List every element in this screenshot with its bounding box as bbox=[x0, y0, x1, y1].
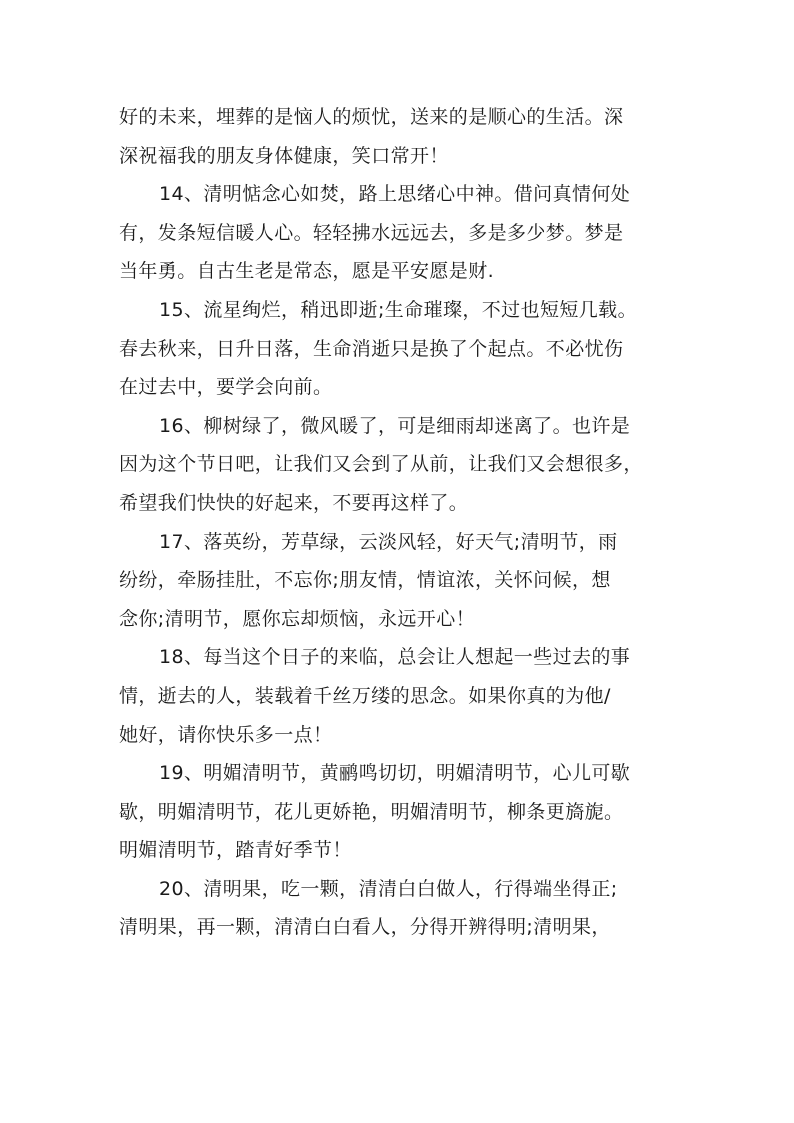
text-line: 14、清明惦念心如焚，路上思绪心中神。借问真情何处 bbox=[159, 183, 631, 206]
text-line: 清明果，再一颗，清清白白看人，分得开辨得明;清明果， bbox=[119, 916, 611, 939]
text-line: 念你;清明节，愿你忘却烦恼，永远开心！ bbox=[119, 607, 476, 630]
text-line: 19、明媚清明节，黄鹂鸣切切，明媚清明节，心儿可歇 bbox=[159, 762, 631, 785]
text-line: 20、清明果，吃一颗，清清白白做人，行得端坐得正; bbox=[159, 877, 618, 900]
text-line: 深祝福我的朋友身体健康，笑口常开！ bbox=[119, 144, 449, 167]
text-line: 她好，请你快乐多一点！ bbox=[119, 723, 333, 746]
document-body bbox=[119, 98, 681, 947]
text-line: 15、流星绚烂，稍迅即逝;生命璀璨，不过也短短几载。 bbox=[159, 298, 637, 321]
text-line: 春去秋来，日升日落，生命消逝只是换了个起点。不必忧伤 bbox=[119, 337, 624, 360]
text-line: 18、每当这个日子的来临，总会让人想起一些过去的事 bbox=[159, 646, 631, 669]
text-line: 纷纷，牵肠挂肚，不忘你;朋友情，情谊浓，关怀问候，想 bbox=[119, 569, 611, 592]
text-line: 当年勇。自古生老是常态，愿是平安愿是财. bbox=[119, 260, 495, 283]
text-line: 好的未来，埋葬的是恼人的烦忧，送来的是顺心的生活。深 bbox=[119, 106, 624, 128]
text-line: 17、落英纷，芳草绿，云淡风轻，好天气;清明节，雨 bbox=[159, 530, 618, 553]
text-line: 希望我们快快的好起来，不要再这样了。 bbox=[119, 491, 469, 514]
text-line: 有，发条短信暖人心。轻轻拂水远远去，多是多少梦。梦是 bbox=[119, 221, 624, 244]
text-line: 在过去中，要学会向前。 bbox=[119, 376, 333, 399]
text-line: 歇，明媚清明节，花儿更娇艳，明媚清明节，柳条更旖旎。 bbox=[119, 800, 624, 823]
text-line: 因为这个节日吧，让我们又会到了从前，让我们又会想很多， bbox=[119, 453, 643, 476]
text-line: 16、柳树绿了，微风暖了，可是细雨却迷离了。也许是 bbox=[159, 414, 631, 437]
text-line: 情，逝去的人，装载着千丝万缕的思念。如果你真的为他/ bbox=[119, 684, 611, 707]
text-line: 明媚清明节，踏青好季节！ bbox=[119, 839, 352, 862]
